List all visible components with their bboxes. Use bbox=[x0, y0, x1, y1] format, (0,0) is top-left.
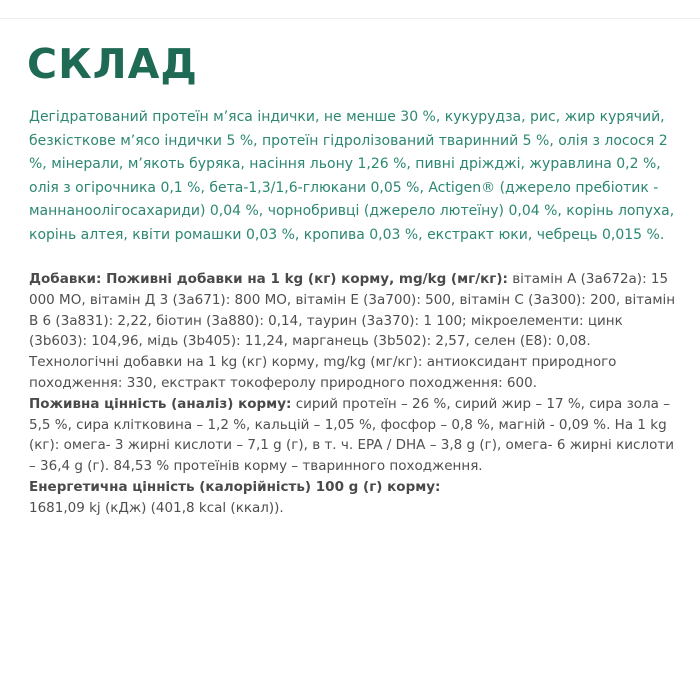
energy-label: Енергетична цінність (калорійність) 100 g (г) корму: bbox=[29, 478, 441, 495]
nutrition-paragraph bbox=[29, 394, 677, 477]
energy-text: 1681,09 kj (кДж) (401,8 kcal (ккал)). bbox=[29, 499, 284, 516]
additives-block bbox=[29, 269, 677, 519]
nutrition-label: Поживна цінність (аналіз) корму: bbox=[29, 395, 292, 412]
energy-label-line bbox=[29, 477, 677, 498]
composition-text: Дегідратований протеїн м’яса індички, не менше 30 %, кукурудза, рис, жир курячий, безкісткове м’ясо індички 5 %, протеїн гідролізований тваринний 5 %, олія з лосося 2 %, мінерали, м’якоть буряка, насіння льону 1,26 %, пивні дріжджі, журавлина 0,2 %, олія з огірочника 0,1 %, бета-1,3/1,6-глюкани 0,05 %, Actigen® (джерело пребіотик - маннаноолігосахариди) 0,04 %, чорнобривці (джерело лютеїну) 0,04 %, корінь лопуха, корінь алтея, квіти ромашки 0,03 %, кропива 0,03 %, екстракт юки, чебрець 0,015 %. bbox=[29, 109, 675, 243]
nutrition-text: сирий протеїн – 26 %, сирий жир – 17 %, сира зола – 5,5 %, сира клітковина – 1,2 %, кальцій – 1,05 %, фосфор – 0,8 %, магній - 0,09 %. На 1 kg (кг): омега- 3 жирні кислоти – 7,1 g (г), в т. ч. EPA / DHA – 3,8 g (г), омега- 6 жирні кислоти – 36,4 g (г). 84,53 % протеїнів корму – тваринного походження. bbox=[29, 395, 674, 475]
additives-label: Добавки: Поживні добавки на 1 kg (кг) корму, mg/kg (мг/кг): bbox=[29, 271, 508, 287]
composition-section bbox=[27, 34, 677, 519]
section-heading: СКЛАД bbox=[27, 40, 198, 88]
additives-paragraph bbox=[29, 269, 677, 394]
additives-text: вітамін А (3a672a): 15 000 МО, вітамін Д 3 (3a671): 800 МО, вітамін Е (3a700): 500, вітамін С (3a300): 200, вітамін В 6 (3a831): 2,22, біотин (3a880): 0,14, таурин (3a370): 1 100; мікроелементи: цинк (3b603): 104,96, мідь (3b405): 11,24, марганець (3b502): 2,57, селен (E8): 0,08. Технологічні добавки на 1 kg (кг) корму, mg/kg (мг/кг): антиоксидант природного походження: 330, екстракт токоферолу природного походження: 600. bbox=[29, 271, 676, 391]
top-divider bbox=[0, 18, 700, 19]
energy-value-line bbox=[29, 498, 677, 519]
